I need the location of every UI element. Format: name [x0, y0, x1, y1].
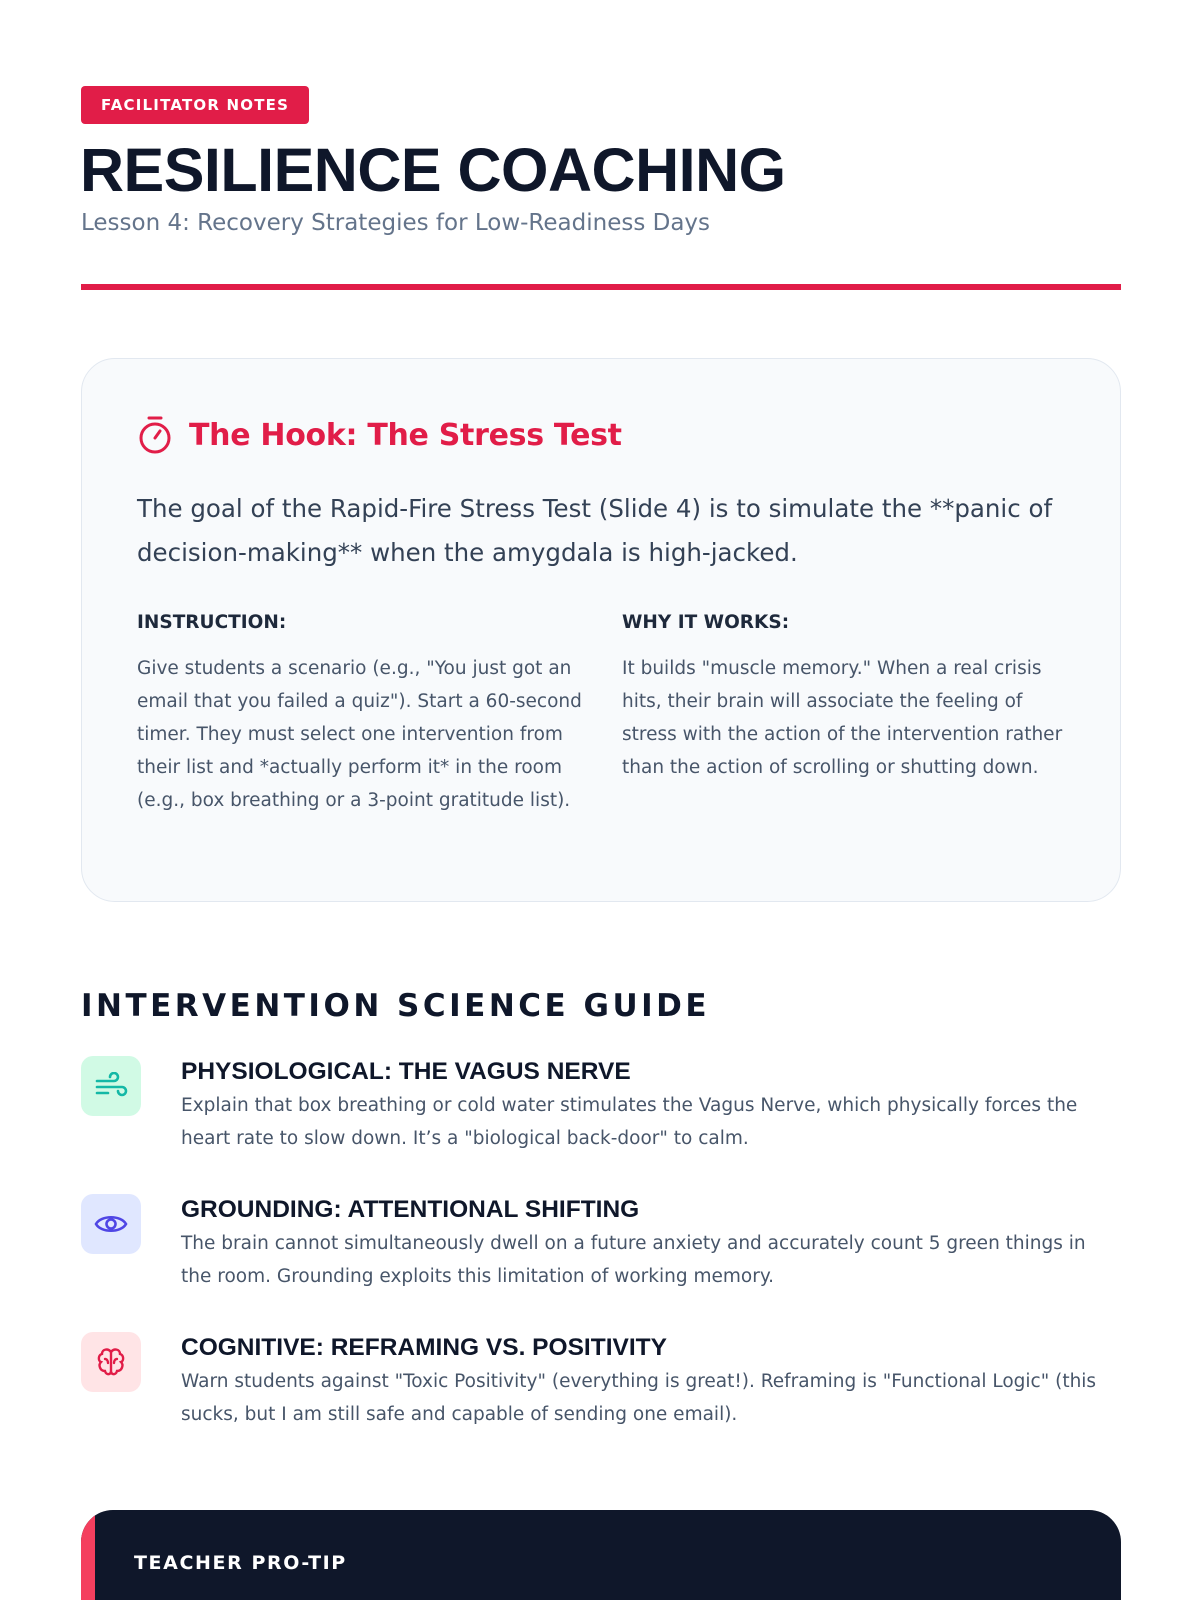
guide-item-title: COGNITIVE: REFRAMING VS. POSITIVITY — [181, 1334, 667, 1361]
protip-accent-bar — [81, 1510, 95, 1600]
why-it-works-text: It builds "muscle memory." When a real crisis hits, their brain will associate the feeling of stress with the action of the intervention rather than the action of scrolling or shutting down. — [622, 658, 1063, 778]
guide-item-body — [181, 1194, 1121, 1293]
guide-item-text: Warn students against "Toxic Positivity" (everything is great!). Reframing is "Functional Logic" (this sucks, but I am still safe and capable of sending one email). — [181, 1371, 1097, 1425]
instruction-column — [137, 611, 587, 817]
eye-icon — [81, 1194, 141, 1254]
guide-item-title: PHYSIOLOGICAL: THE VAGUS NERVE — [181, 1058, 631, 1085]
wind-icon — [81, 1056, 141, 1116]
guide-item-body — [181, 1056, 1121, 1155]
guide-item-title: GROUNDING: ATTENTIONAL SHIFTING — [181, 1196, 640, 1223]
hook-header — [137, 415, 622, 455]
page-subtitle: Lesson 4: Recovery Strategies for Low-Readiness Days — [81, 210, 711, 236]
teacher-protip-card — [81, 1510, 1121, 1600]
why-it-works-label: WHY IT WORKS: — [622, 612, 790, 633]
instruction-text: Give students a scenario (e.g., "You just got an email that you failed a quiz"). Start a 60-second timer. They must select one intervention from their list and *actually perform it* in the room (e.g., box breathing or a 3-point gratitude list). — [137, 658, 582, 811]
guide-item-body — [181, 1332, 1121, 1431]
guide-item-text: Explain that box breathing or cold water stimulates the Vagus Nerve, which physically forces the heart rate to slow down. It’s a "biological back-door" to calm. — [181, 1095, 1078, 1149]
why-it-works-column — [622, 611, 1072, 784]
instruction-label: INSTRUCTION: — [137, 612, 287, 633]
guide-item-text: The brain cannot simultaneously dwell on a future anxiety and accurately count 5 green things in the room. Grounding exploits this limitation of working memory. — [181, 1233, 1086, 1287]
hook-title: The Hook: The Stress Test — [189, 417, 622, 453]
hook-card — [81, 358, 1121, 902]
header-divider — [81, 284, 1121, 290]
brain-icon — [81, 1332, 141, 1392]
hook-lead-text: The goal of the Rapid-Fire Stress Test (Slide 4) is to simulate the **panic of decision-making** when the amygdala is high-jacked. — [137, 494, 1053, 567]
protip-label: TEACHER PRO-TIP — [134, 1552, 347, 1574]
facilitator-notes-badge: FACILITATOR NOTES — [81, 86, 309, 124]
page-title: RESILIENCE COACHING — [80, 136, 786, 204]
stopwatch-icon — [137, 415, 173, 455]
section-title: INTERVENTION SCIENCE GUIDE — [81, 988, 711, 1024]
